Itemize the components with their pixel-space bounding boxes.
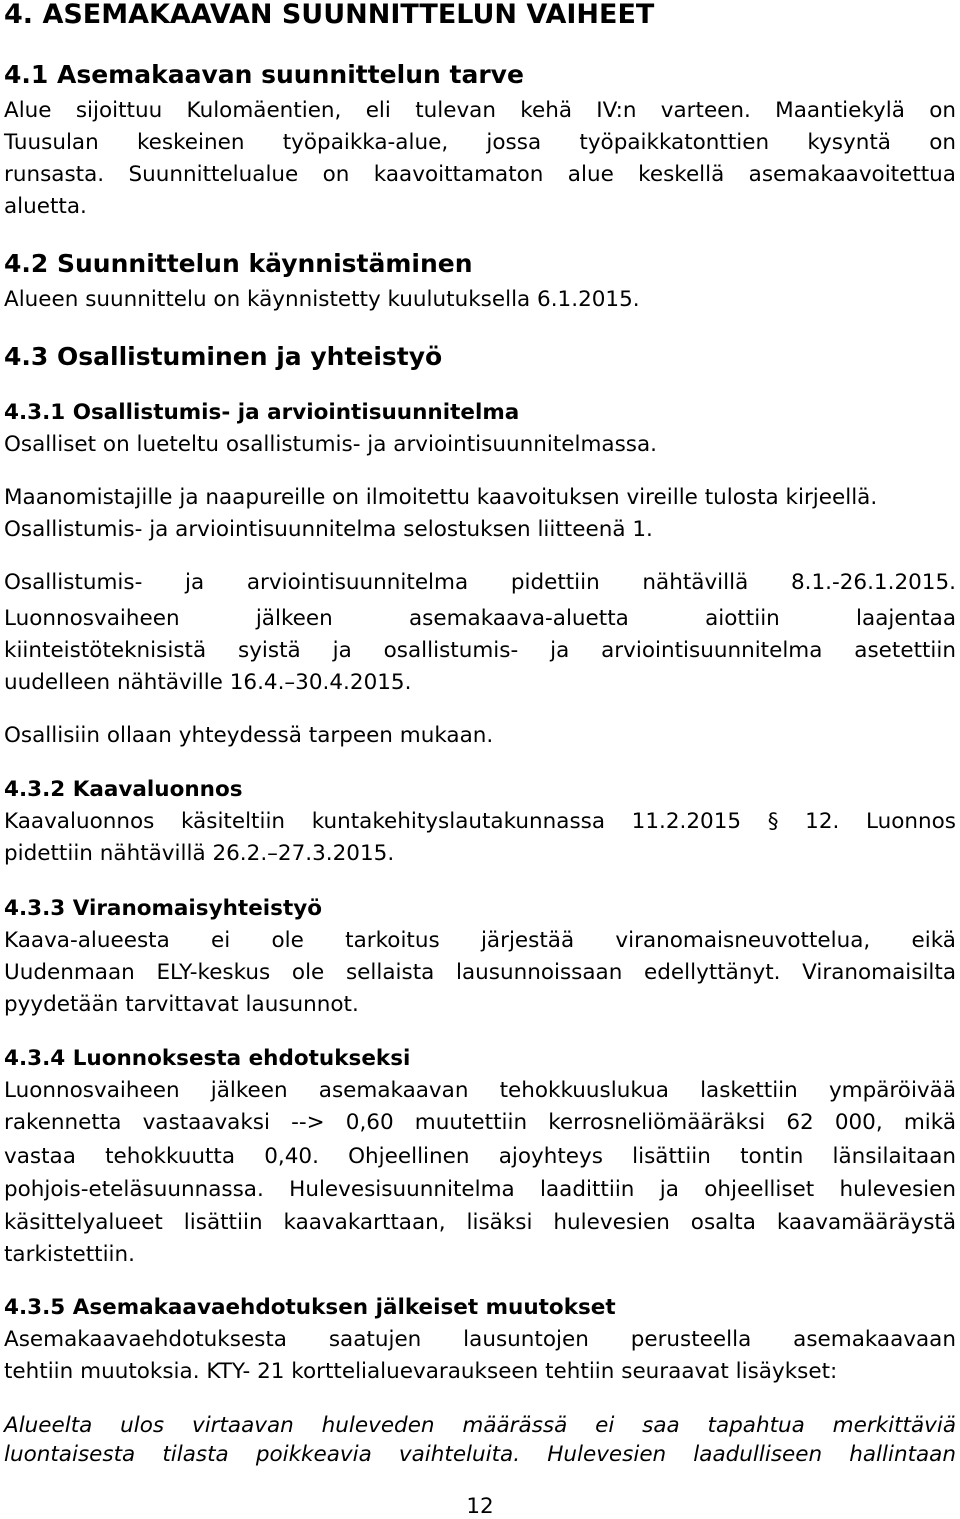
subsection-heading-4-3-3: 4.3.3 Viranomaisyhteistyö [4,896,323,921]
paragraph-line: Maanomistajille ja naapureille on ilmoitettu kaavoituksen vireille tulosta kirjeellä. [4,485,878,510]
subsection-heading-4-3-4: 4.3.4 Luonnoksesta ehdotukseksi [4,1046,411,1071]
paragraph-line: Asemakaavaehdotuksesta saatujen lausuntojen perusteella asemakaavaan [4,1327,956,1352]
paragraph-line: Osallisiin ollaan yhteydessä tarpeen mukaan. [4,723,494,748]
italic-quote-line: Alueelta ulos virtaavan huleveden määrässä ei saa tapahtua merkittäviä [4,1413,956,1438]
paragraph-line: Luonnosvaiheen jälkeen asemakaavan tehokkuuslukua laskettiin ympäröivää [4,1078,956,1103]
paragraph-line: Osallistumis- ja arviointisuunnitelma selostuksen liitteenä 1. [4,517,653,542]
section-heading-4-2: 4.2 Suunnittelun käynnistäminen [4,249,473,278]
paragraph-line: tehtiin muutoksia. KTY- 21 korttelialuevaraukseen tehtiin seuraavat lisäykset: [4,1359,838,1384]
page-number: 12 [466,1494,494,1519]
paragraph-line: aluetta. [4,194,87,219]
paragraph-line: rakennetta vastaavaksi --> 0,60 muutettiin kerrosneliömääräksi 62 000, mikä [4,1110,956,1135]
paragraph-line: Kaavaluonnos käsiteltiin kuntakehityslautakunnassa 11.2.2015 § 12. Luonnos [4,809,956,834]
paragraph-line: vastaa tehokkuutta 0,40. Ohjeellinen ajoyhteys lisättiin tontin länsilaitaan [4,1144,956,1169]
section-heading-4-1: 4.1 Asemakaavan suunnittelun tarve [4,60,524,89]
paragraph-line: Alueen suunnittelu on käynnistetty kuulutuksella 6.1.2015. [4,287,640,312]
paragraph-line: Alue sijoittuu Kulomäentien, eli tulevan kehä IV:n varteen. Maantiekylä on [4,98,956,123]
paragraph-line: Tuusulan keskeinen työpaikka-alue, jossa työpaikkatonttien kysyntä on [4,130,956,155]
paragraph-line: Uudenmaan ELY-keskus ole sellaista lausunnoissaan edellyttänyt. Viranomaisilta [4,960,956,985]
paragraph-line: Kaava-alueesta ei ole tarkoitus järjestää viranomaisneuvottelua, eikä [4,928,956,953]
section-heading-4-3: 4.3 Osallistuminen ja yhteistyö [4,342,443,371]
paragraph-line: Osallistumis- ja arviointisuunnitelma pidettiin nähtävillä 8.1.-26.1.2015. [4,570,956,595]
subsection-heading-4-3-5: 4.3.5 Asemakaavaehdotuksen jälkeiset muutokset [4,1295,616,1320]
paragraph-line: Osalliset on lueteltu osallistumis- ja arviointisuunnitelmassa. [4,432,657,457]
paragraph-line: kiinteistöteknisistä syistä ja osallistumis- ja arviointisuunnitelma asetettiin [4,638,956,663]
paragraph-line: pyydetään tarvittavat lausunnot. [4,992,359,1017]
paragraph-line: pidettiin nähtävillä 26.2.–27.3.2015. [4,841,395,866]
paragraph-line: tarkistettiin. [4,1242,135,1267]
chapter-heading: 4. ASEMAKAAVAN SUUNNITTELUN VAIHEET [4,0,655,30]
paragraph-line: runsasta. Suunnittelualue on kaavoittamaton alue keskellä asemakaavoitettua [4,162,956,187]
paragraph-line: käsittelyalueet lisättiin kaavakarttaan, lisäksi hulevesien osalta kaavamääräystä [4,1210,956,1235]
paragraph-line: uudelleen nähtäville 16.4.–30.4.2015. [4,670,412,695]
subsection-heading-4-3-1: 4.3.1 Osallistumis- ja arviointisuunnitelma [4,400,520,425]
paragraph-line: Luonnosvaiheen jälkeen asemakaava-aluetta aiottiin laajentaa [4,606,956,631]
paragraph-line: pohjois-eteläsuunnassa. Hulevesisuunnitelma laadittiin ja ohjeelliset hulevesien [4,1177,956,1202]
subsection-heading-4-3-2: 4.3.2 Kaavaluonnos [4,777,243,802]
italic-quote-line: luontaisesta tilasta poikkeavia vaihteluita. Hulevesien laadulliseen hallintaan [4,1442,956,1467]
